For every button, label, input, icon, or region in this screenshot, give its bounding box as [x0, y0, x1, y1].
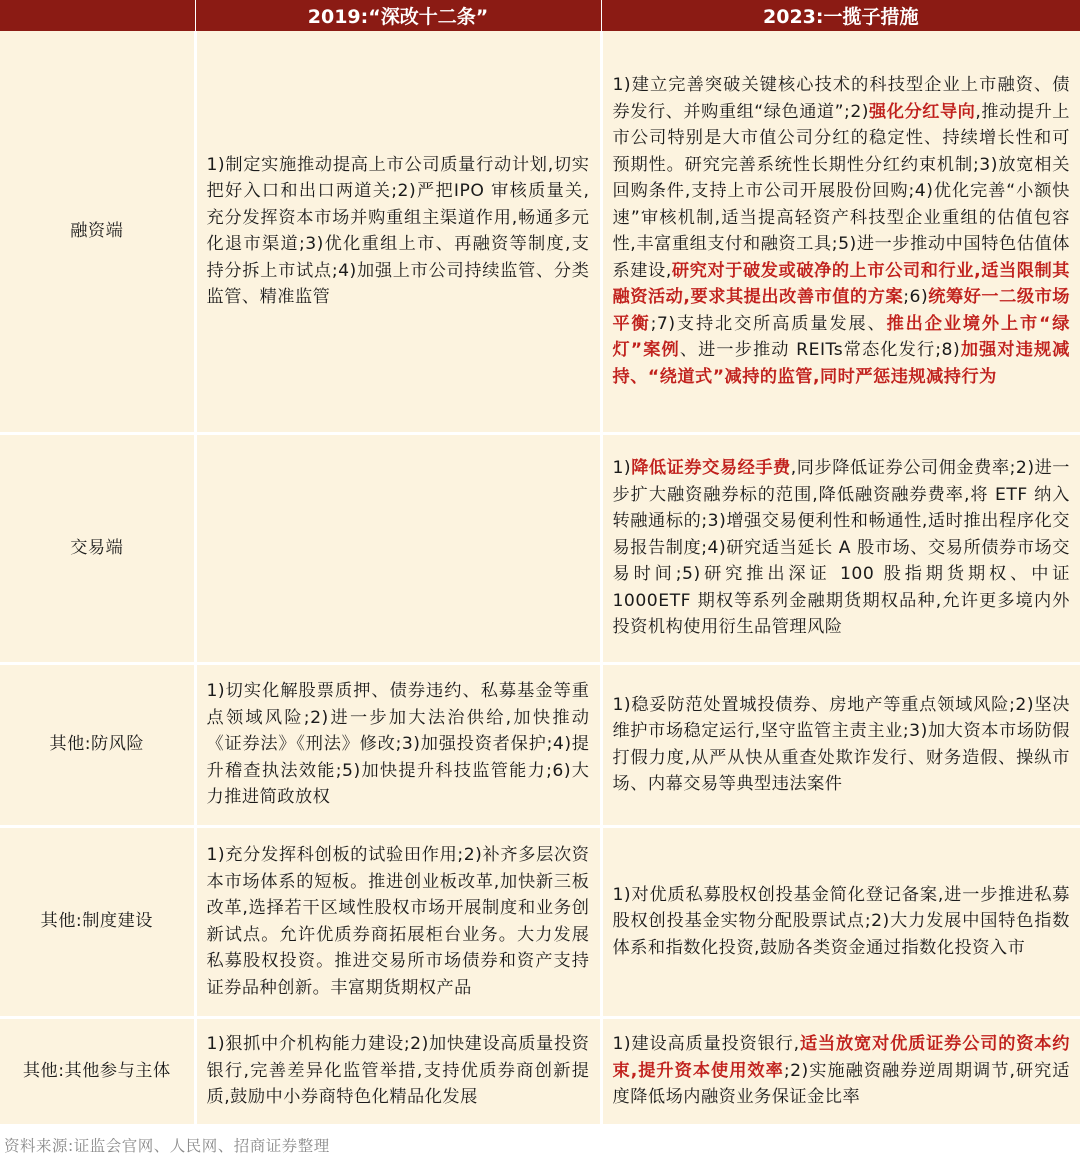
row-label: 其他:防风险 [0, 663, 195, 826]
highlight-text: 研究对于破发或破净的上市公司和行业,适当限制其融资活动,要求其提出改善市值的方案 [612, 260, 1070, 308]
body-text: ;6) [903, 287, 929, 308]
header-2019: 2019:“深改十二条” [195, 0, 601, 31]
body-text: 1)建立完善突破关键核心技术的科技型企业上市融资、债券发行、并购重组“绿色通道”;2) [612, 75, 1070, 122]
body-text: 1)狠抓中介机构能力建设;2)加快建设高质量投资银行,完善差异化监管举措,支持优质券商创新提质,鼓励中小券商特色化精品化发展 [206, 1034, 590, 1108]
cell-2019 [195, 1017, 601, 1125]
cell-2019 [195, 31, 601, 433]
cell-2023 [601, 433, 1080, 663]
cell-2023 [601, 31, 1080, 433]
highlight-text: 加强对违规减持、“绕道式”减持的监管,同时严惩违规减持行为 [612, 340, 1070, 387]
row-label: 其他:制度建设 [0, 826, 195, 1017]
header-2023: 2023:一揽子措施 [601, 0, 1080, 31]
highlight-text: 统筹好一二级市场平衡 [612, 287, 1070, 334]
cell-2019 [195, 663, 601, 826]
table-row-risk [0, 663, 1080, 826]
cell-2023 [601, 663, 1080, 826]
row-label: 交易端 [0, 433, 195, 663]
highlight-text: 适当放宽对优质证券公司的资本约束,提升资本使用效率 [612, 1034, 1070, 1081]
source-note: 资料来源:证监会官网、人民网、招商证券整理 [4, 1137, 330, 1155]
table-header-row [0, 0, 1080, 31]
body-text: ,推动提升上市公司特别是大市值公司分红的稳定性、持续增长性和可预期性。研究完善系统性长期性分红约束机制;3)放宽相关回购条件,支持上市公司开展股份回购;4)优化完善“小额快速”审核机制,适当提高轻资产科技型企业重组的估值包容性,丰富重组支付和融资工具;5)进一步推动中国特色估值体系建设, [612, 101, 1070, 281]
cell-2023 [601, 826, 1080, 1017]
table-row-participants [0, 1017, 1080, 1125]
body-text: ;7)支持北交所高质量发展、 [650, 313, 887, 334]
table-row-institution [0, 826, 1080, 1017]
body-text: 1)充分发挥科创板的试验田作用;2)补齐多层次资本市场体系的短板。推进创业板改革,加快新三板改革,选择若干区域性股权市场开展制度和业务创新试点。允许优质券商拓展柜台业务。大力发展私募股权投资。推进交易所市场债券和资产支持证券品种创新。丰富期货期权产品 [206, 845, 590, 998]
row-label: 其他:其他参与主体 [0, 1017, 195, 1125]
highlight-text: 推出企业境外上市“绿灯”案例 [612, 313, 1070, 361]
cell-2019 [195, 826, 601, 1017]
body-text: 1) [612, 458, 632, 479]
cell-2019 [195, 433, 601, 663]
body-text: 1)对优质私募股权创投基金简化登记备案,进一步推进私募股权创投基金实物分配股票试点;2)大力发展中国特色指数体系和指数化投资,鼓励各类资金通过指数化投资入市 [612, 884, 1070, 958]
body-text: 1)稳妥防范处置城投债券、房地产等重点领域风险;2)坚决维护市场稳定运行,坚守监管主责主业;3)加大资本市场防假打假力度,从严从快从重查处欺诈发行、财务造假、操纵市场、内幕交易等典型违法案件 [612, 694, 1070, 794]
highlight-text: 强化分红导向 [869, 101, 976, 122]
body-text: 1)制定实施推动提高上市公司质量行动计划,切实把好入口和出口两道关;2)严把IPO 审核质量关,充分发挥资本市场并购重组主渠道作用,畅通多元化退市渠道;3)优化重组上市、再融资等制度,支持分拆上市试点;4)加强上市公司持续监管、分类监管、精准监管 [206, 154, 590, 308]
body-text: 1)建设高质量投资银行, [612, 1034, 800, 1055]
table-row-financing [0, 31, 1080, 433]
highlight-text: 降低证券交易经手费 [631, 458, 791, 479]
row-label: 融资端 [0, 31, 195, 433]
body-text: 1)切实化解股票质押、债券违约、私募基金等重点领域风险;2)进一步加大法治供给,加快推动《证券法》《刑法》修改;3)加强投资者保护;4)提升稽查执法效能;5)加快提升科技监管能力;6)大力推进简政放权 [206, 681, 590, 808]
body-text: ,同步降低证券公司佣金费率;2)进一步扩大融资融券标的范围,降低融资融券费率,将 ETF 纳入转融通标的;3)增强交易便利性和畅通性,适时推出程序化交易报告制度;4)研究适当延长 A 股市场、交易所债券市场交易时间;5)研究推出深证 100 股指期货期权、中证 1000ETF 期权等系列金融期货期权品种,允许更多境内外投资机构使用衍生品管理风险 [612, 458, 1070, 638]
table-row-trading [0, 433, 1080, 663]
body-text: ;2)实施融资融券逆周期调节,研究适度降低场内融资业务保证金比率 [612, 1060, 1070, 1108]
body-text: 、进一步推动 REITs常态化发行;8) [679, 340, 961, 361]
header-category [0, 0, 195, 31]
cell-2023 [601, 1017, 1080, 1125]
